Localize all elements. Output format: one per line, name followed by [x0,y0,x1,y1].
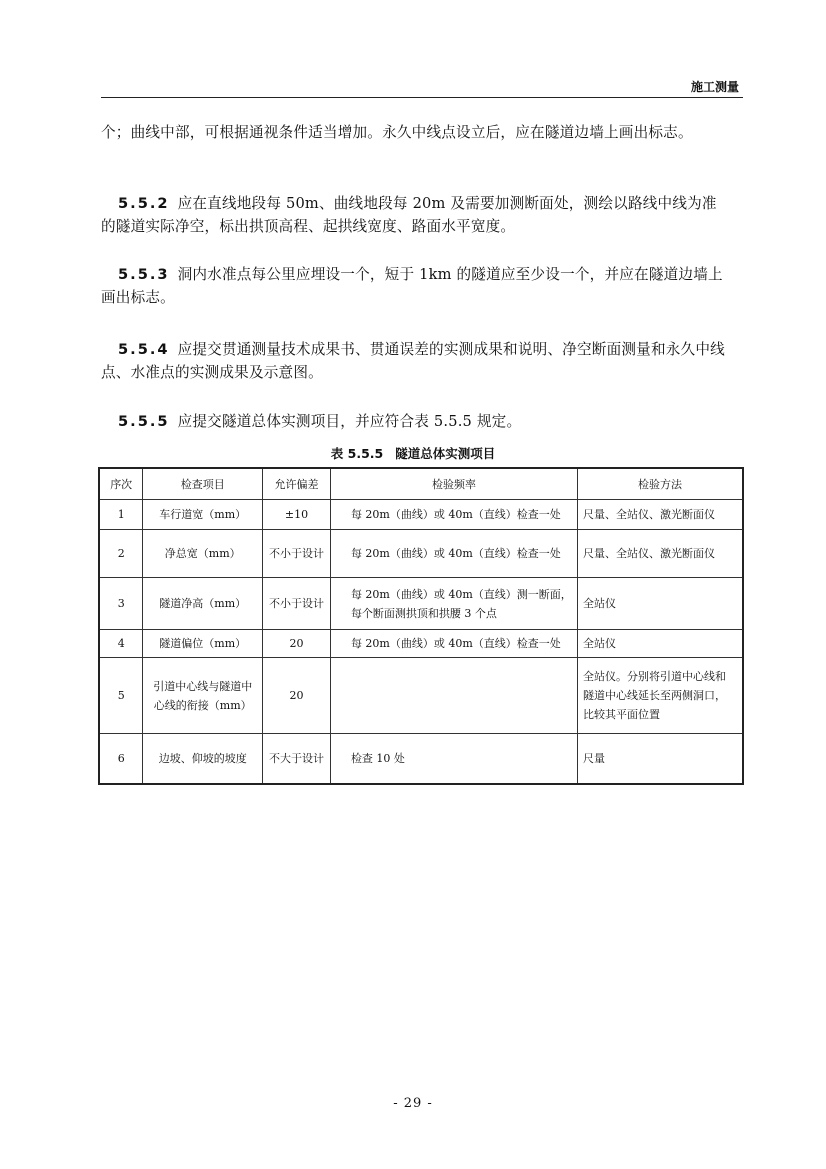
clause-5-5-2 [101,192,731,238]
table-row [99,658,743,734]
clause-number: 5.5.5 [118,413,170,430]
cell-method: 全站仪。分别将引道中心线和隧道中心线延长至两侧洞口，比较其平面位置 [578,658,743,734]
cell-item: 边坡、仰坡的坡度 [143,734,263,784]
cell-frequency: 每 20m（曲线）或 40m（直线）检查一处 [330,530,577,578]
header-cell-method: 检验方法 [578,468,743,500]
cell-method: 全站仪 [578,578,743,630]
table-header-row [99,468,743,500]
header-cell-item: 检查项目 [143,468,263,500]
table-title: 隧道总体实测项目 [395,446,496,461]
cell-tolerance: 20 [263,630,331,658]
cell-tolerance: 20 [263,658,331,734]
cell-item: 车行道宽（mm） [143,500,263,530]
table-number: 表 5.5.5 [330,446,384,461]
page-number: - 29 - [393,1096,433,1111]
table-row [99,530,743,578]
clause-number: 5.5.2 [118,195,170,212]
cell-item: 净总宽（mm） [143,530,263,578]
cell-seq: 6 [99,734,143,784]
cell-frequency: 每 20m（曲线）或 40m（直线）检查一处 [330,630,577,658]
cell-item: 引道中心线与隧道中心线的衔接（mm） [143,658,263,734]
cell-frequency: 每 20m（曲线）或 40m（直线）检查一处 [330,500,577,530]
paragraph-continuation [101,121,731,144]
cell-method: 全站仪 [578,630,743,658]
cell-method: 尺量、全站仪、激光断面仪 [578,530,743,578]
clause-5-5-5 [101,410,731,433]
cell-item: 隧道偏位（mm） [143,630,263,658]
table-row [99,734,743,784]
clause-5-5-4 [101,338,731,384]
table-row [99,578,743,630]
inspection-table [98,467,744,785]
header-cell-seq: 序次 [99,468,143,500]
header-cell-frequency: 检验频率 [330,468,577,500]
header-cell-tolerance: 允许偏差 [263,468,331,500]
cell-seq: 3 [99,578,143,630]
paragraph-text: 个；曲线中部，可根据通视条件适当增加。永久中线点设立后，应在隧道边墙上画出标志。 [101,124,693,141]
cell-tolerance: ±10 [263,500,331,530]
cell-frequency: 检查 10 处 [330,734,577,784]
running-header [101,78,743,98]
clause-text: 应在直线地段每 50m、曲线地段每 20m 及需要加测断面处，测绘以路线中线为准的隧道实际净空，标出拱顶高程、起拱线宽度、路面水平宽度。 [101,195,717,235]
cell-seq: 4 [99,630,143,658]
clause-number: 5.5.3 [118,266,170,283]
cell-seq: 5 [99,658,143,734]
cell-tolerance: 不大于设计 [263,734,331,784]
cell-method: 尺量 [578,734,743,784]
clause-number: 5.5.4 [118,341,170,358]
clause-text: 应提交隧道总体实测项目，并应符合表 5.5.5 规定。 [177,413,522,430]
cell-tolerance: 不小于设计 [263,578,331,630]
table-row [99,630,743,658]
clause-5-5-3 [101,263,731,309]
clause-text: 洞内水准点每公里应埋设一个，短于 1km 的隧道应至少设一个，并应在隧道边墙上画出标志。 [101,266,723,306]
cell-method: 尺量、全站仪、激光断面仪 [578,500,743,530]
cell-seq: 1 [99,500,143,530]
table-caption [0,444,826,462]
clause-text: 应提交贯通测量技术成果书、贯通误差的实测成果和说明、净空断面测量和永久中线点、水准点的实测成果及示意图。 [101,341,725,381]
cell-item: 隧道净高（mm） [143,578,263,630]
cell-seq: 2 [99,530,143,578]
cell-tolerance: 不小于设计 [263,530,331,578]
cell-frequency: 每 20m（曲线）或 40m（直线）测一断面，每个断面测拱顶和拱腰 3 个点 [330,578,577,630]
cell-frequency [330,658,577,734]
table-row [99,500,743,530]
header-title: 施工测量 [690,80,739,94]
